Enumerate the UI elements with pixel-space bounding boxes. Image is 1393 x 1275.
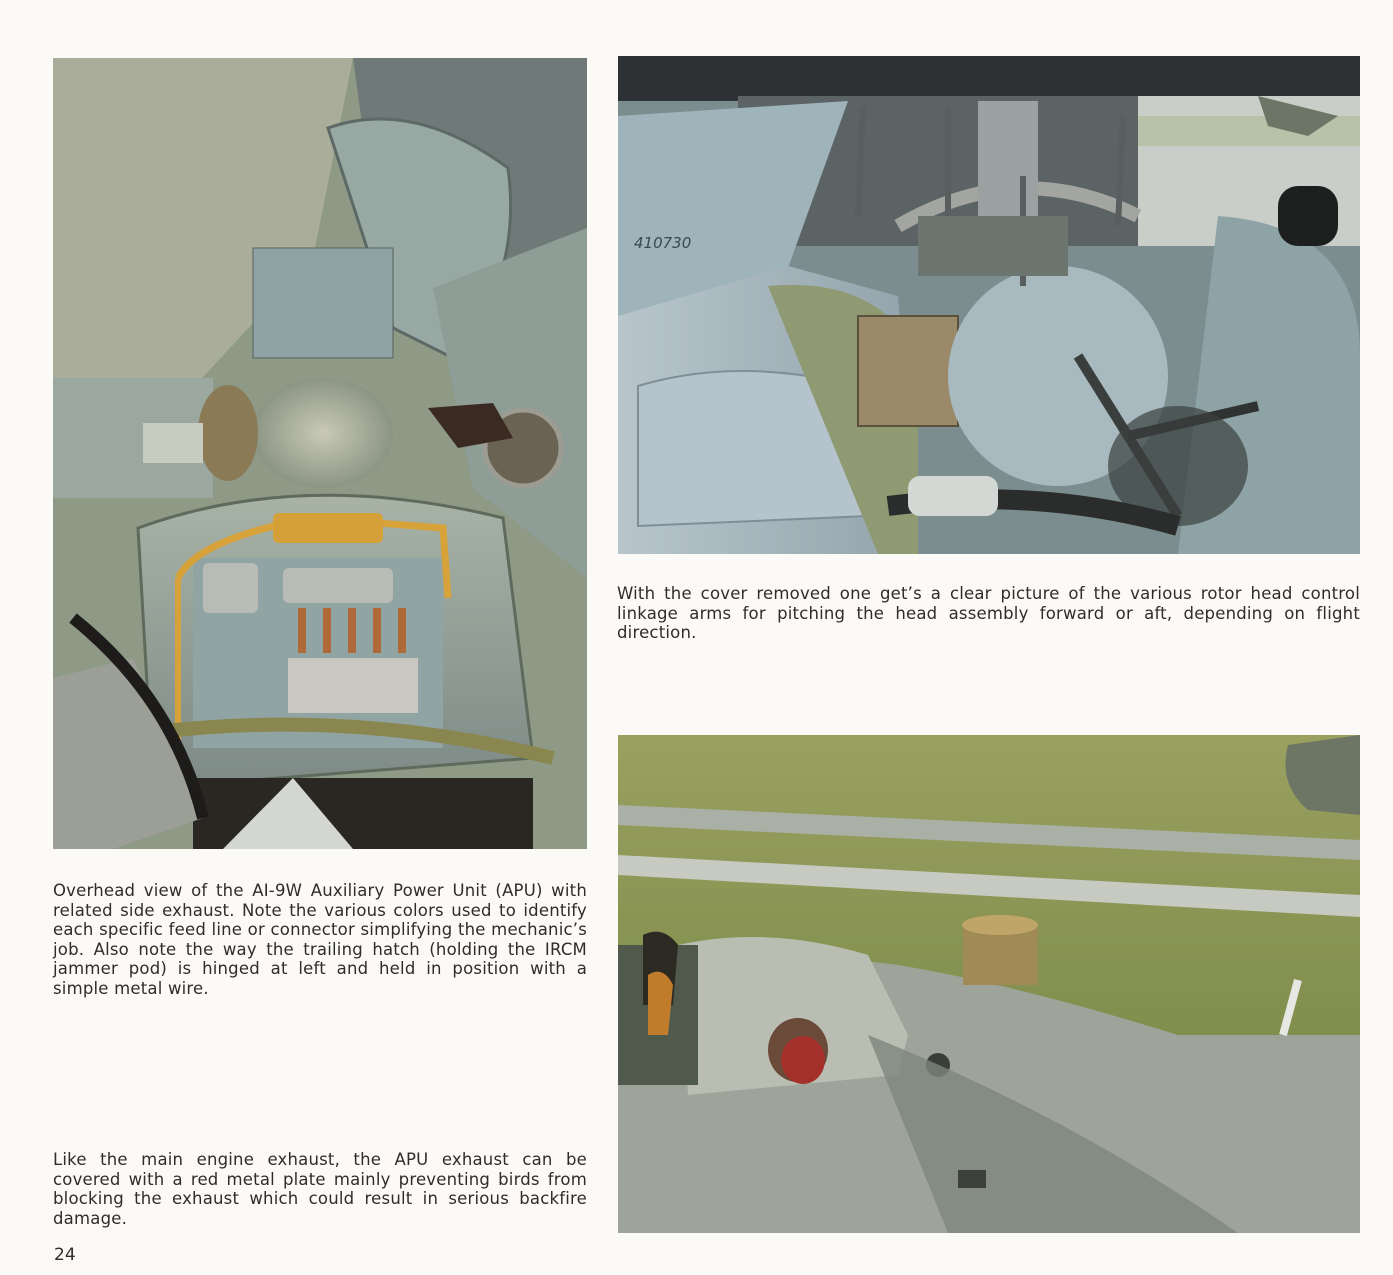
apu-exhaust-photo [618,735,1360,1233]
serial-number: 410730 [634,234,692,252]
apu-overhead-caption: Overhead view of the AI-9W Auxiliary Power Unit (APU) with related side exhaust. Note the various colors used to identify each specific feed line or connector simplifying the mechanic’s job. Also note the way the trailing hatch (holding the IRCM jammer pod) is hinged at left and held in position with a simple metal wire. [53,881,587,998]
apu-overhead-photo [53,58,587,849]
apu-exhaust-caption: Like the main engine exhaust, the APU exhaust can be covered with a red metal plate mainly preventing birds from blocking the exhaust which could result in serious backfire damage. [53,1150,587,1228]
page-number: 24 [54,1245,76,1265]
rotor-head-photo [618,56,1360,554]
rotor-head-caption: With the cover removed one get’s a clear picture of the various rotor head control linkage arms for pitching the head assembly forward or aft, depending on flight direction. [617,584,1360,642]
